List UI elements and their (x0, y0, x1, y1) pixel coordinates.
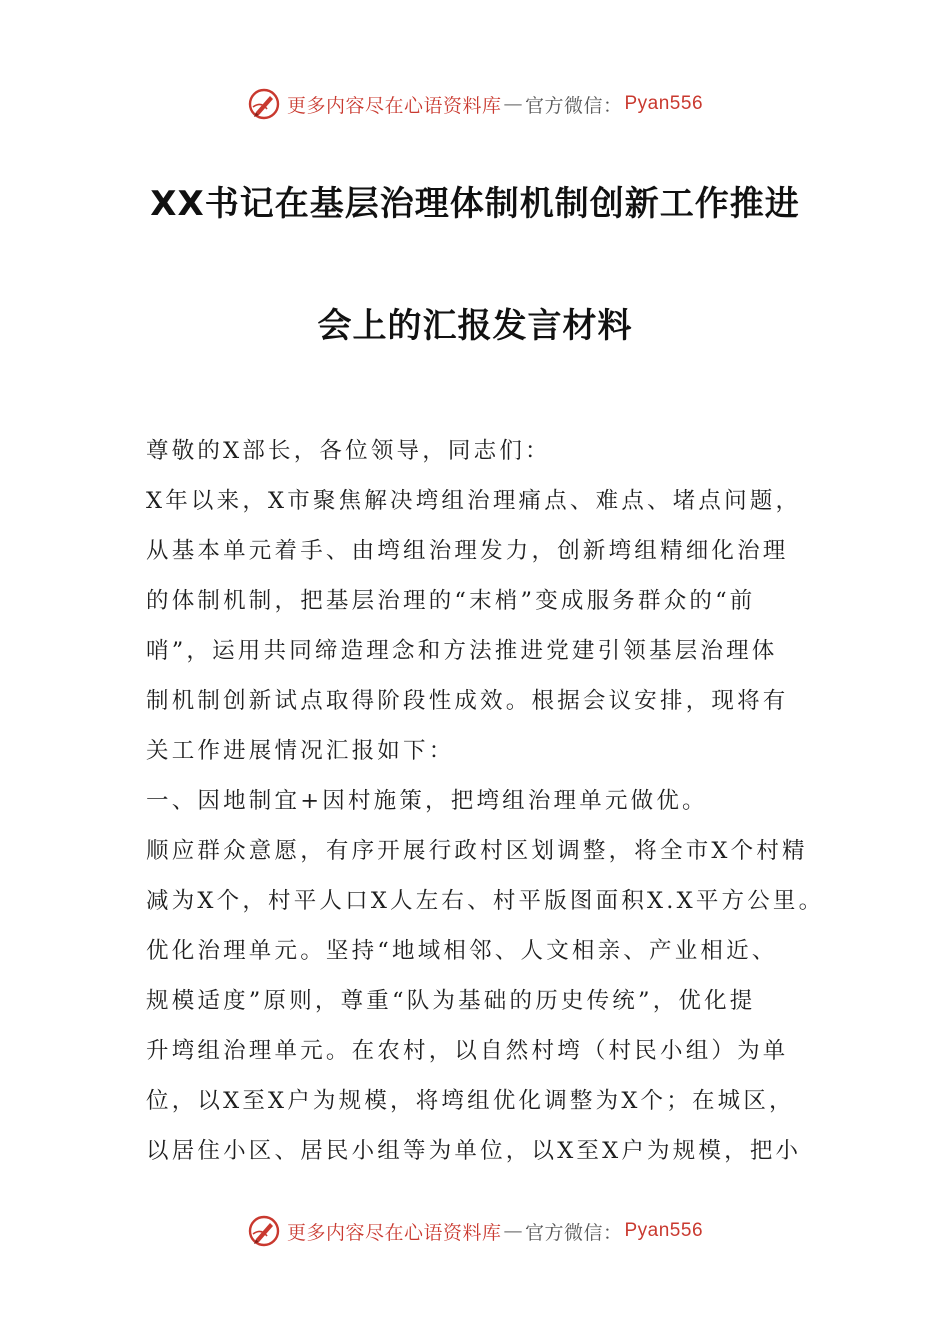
pen-logo-icon (247, 87, 281, 121)
body-line: 升塆组治理单元。在农村，以自然村塆（村民小组）为单 (146, 1038, 789, 1064)
body-line: 哨”，运用共同缔造理念和方法推进党建引领基层治理体 (146, 638, 778, 664)
footer-watermark-banner (0, 1211, 950, 1251)
banner-wechat-id: Pyan556 (624, 1220, 704, 1241)
pen-logo-icon (247, 1214, 281, 1248)
body-line: 位，以X至X户为规模，将塆组优化调整为X个；在城区， (146, 1088, 795, 1114)
document-body (146, 426, 825, 1176)
body-line: 尊敬的X部长，各位领导，同志们： (146, 438, 551, 464)
body-line: 优化治理单元。坚持“地域相邻、人文相亲、产业相近、 (146, 938, 778, 964)
section-heading: 一、因地制宜+因村施策，把塆组治理单元做优。 (146, 788, 708, 814)
document-title-line-1: XX书记在基层治理体制机制创新工作推进 (150, 184, 800, 224)
body-line: 关工作进展情况汇报如下： (146, 738, 455, 764)
body-line: 的体制机制，把基层治理的“末梢”变成服务群众的“前 (146, 588, 756, 614)
banner-separator: — (503, 1220, 523, 1242)
header-watermark-banner (0, 84, 950, 124)
banner-brand-text: 更多内容尽在心语资料库 (286, 1221, 502, 1244)
banner-brand-text: 更多内容尽在心语资料库 (286, 94, 502, 117)
banner-official-label: 官方微信： (524, 94, 623, 117)
banner-official-label: 官方微信： (524, 1221, 623, 1244)
body-line: 规模适度”原则，尊重“队为基础的历史传统”，优化提 (146, 988, 756, 1014)
body-line: 顺应群众意愿，有序开展行政村区划调整，将全市X个村精 (146, 838, 808, 864)
body-line: X年以来，X市聚焦解决塆组治理痛点、难点、堵点问题， (146, 488, 802, 514)
body-line: 从基本单元着手、由塆组治理发力，创新塆组精细化治理 (146, 538, 789, 564)
document-title-line-2: 会上的汇报发言材料 (317, 306, 633, 346)
banner-wechat-id: Pyan556 (624, 93, 704, 114)
body-line: 以居住小区、居民小组等为单位，以X至X户为规模，把小 (146, 1138, 802, 1164)
body-line: 减为X个，村平人口X人左右、村平版图面积X.X平方公里。 (146, 888, 825, 914)
banner-separator: — (503, 93, 523, 115)
body-line: 制机制创新试点取得阶段性成效。根据会议安排，现将有 (146, 688, 789, 714)
